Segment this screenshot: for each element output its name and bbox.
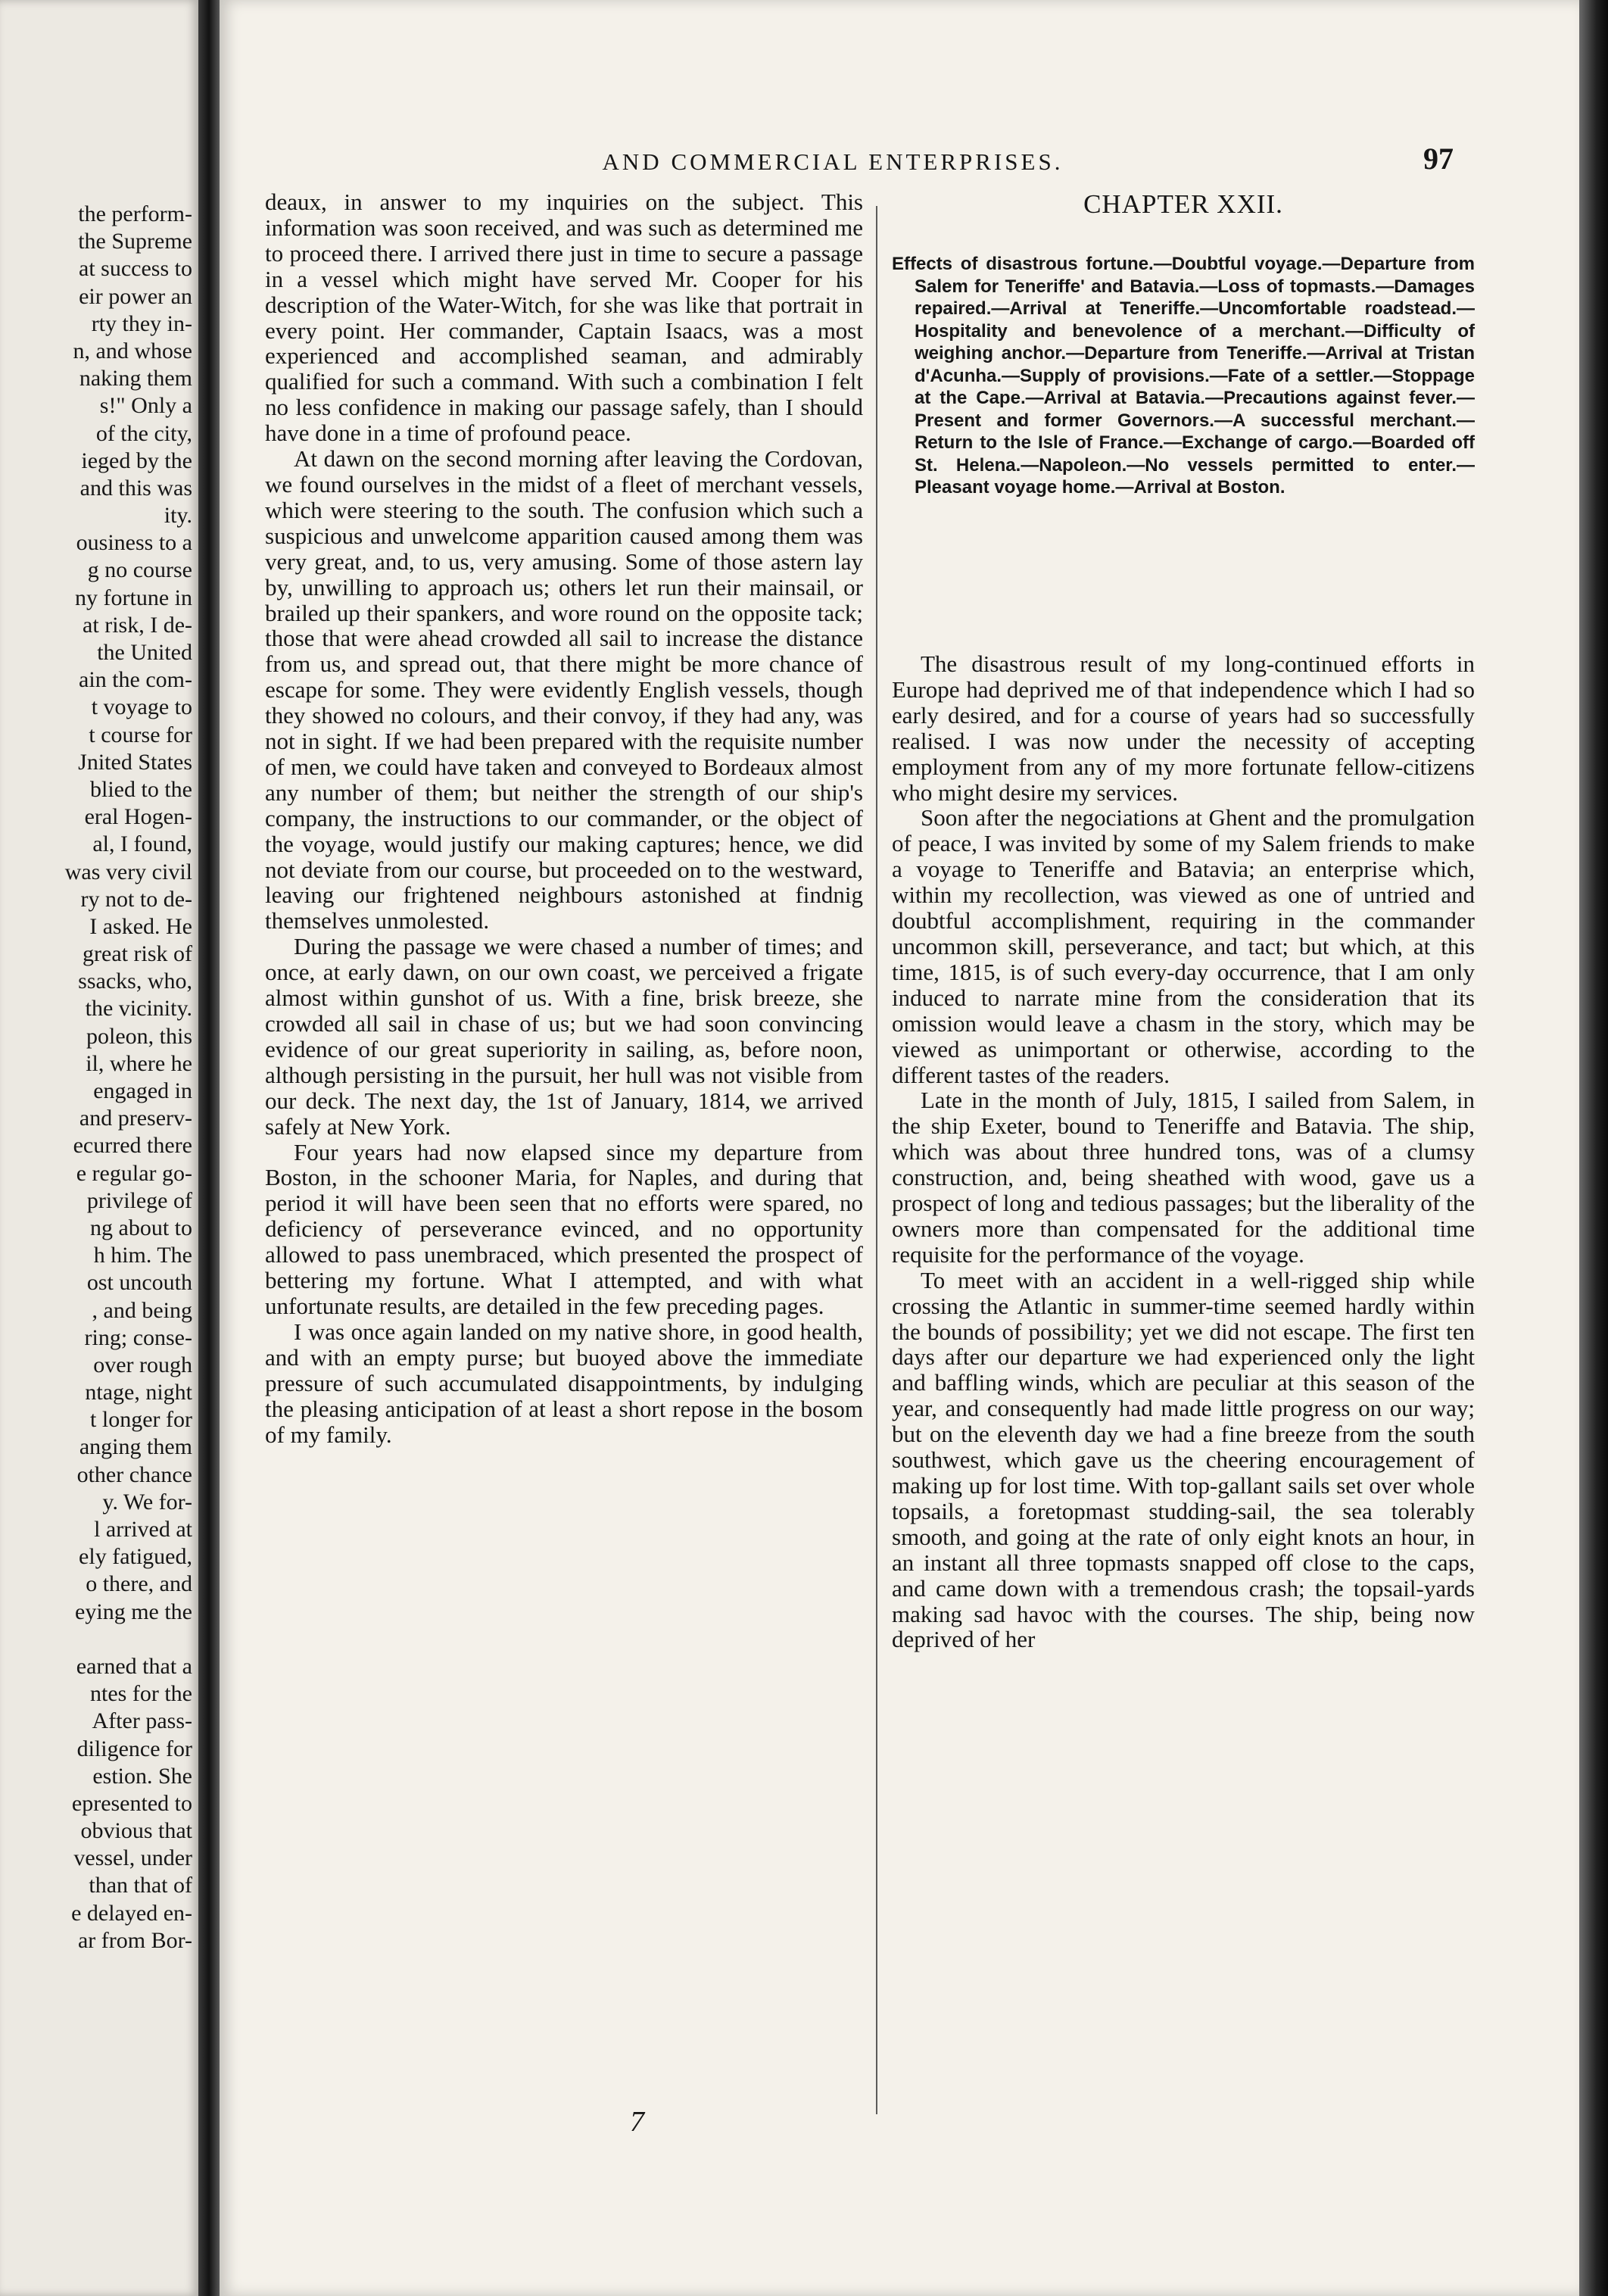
previous-page-line: ry not to de- — [80, 886, 192, 912]
previous-page-line: and preserv- — [79, 1106, 192, 1131]
previous-page-line: obvious that — [80, 1818, 192, 1844]
previous-page-line: ecurred there — [73, 1133, 192, 1159]
previous-page-line: anging them — [79, 1434, 192, 1460]
previous-page-line: at success to — [79, 256, 192, 282]
previous-page-line: s!" Only a — [99, 393, 192, 419]
previous-page-line: ity. — [164, 503, 192, 529]
previous-page-line: al, I found, — [92, 831, 192, 857]
previous-page-line: ost uncouth — [86, 1270, 192, 1296]
book-gutter — [198, 0, 220, 2296]
previous-page-line: at risk, I de- — [83, 612, 192, 638]
previous-page-fragment — [0, 0, 198, 2296]
paragraph: deaux, in answer to my inquiries on the subject. This information was soon received, and was such as determined me to proceed there. I arrived there just in time to secure a passage in a vessel which might have served Mr. Cooper for his description of the Water-Witch, for she was like that portrait in every point. Her commander, Captain Isaacs, was a most experienced and accomplished seaman, and admirably qualified for such a command. With such a combination I felt no less confidence in making our passage safely, than I should have done in a time of profound peace. — [265, 189, 863, 447]
previous-page-line — [3, 1626, 192, 1653]
previous-page-line: h him. The — [93, 1243, 192, 1268]
previous-page-line: , and being — [92, 1297, 192, 1323]
paragraph: At dawn on the second morning after leaving the Cordovan, we found ourselves in the midst of a fleet of merchant vessels, which were steering to the south. The confusion which such a suspicious and unwelcome apparition caused among them was very great, and, to us, very amusing. Some of those astern lay by, unwilling to approach us; others let run their mainsail, or brailed up their spankers, and wore round on the opposite tack; those that were ahead crowded all sail to increase the distance from us, and spread out, that there might be more chance of escape for some. They were evidently English vessels, though they showed no colours, and their convoy, if they had any, was not in sight. If we had been prepared with the requisite number of men, we could have taken and conveyed to Bordeaux almost any number of them; but neither the strength of our ship's company, the instructions to our commander, or the object of the voyage, would justify our making captures; hence, we did not deviate from our course, but proceeded on to the westward, leaving our frightened neighbours astonished at findnig themselves unmolested. — [265, 445, 863, 934]
previous-page-line: the perform- — [78, 201, 192, 226]
right-column — [892, 651, 1475, 1652]
previous-page-line: was very civil — [64, 859, 192, 884]
previous-page-line: ng about to — [90, 1215, 192, 1240]
paragraph: I was once again landed on my native shore, in good health, and with an empty purse; but buoyed above the immediate pressure of such accumulated disappointments, by indulging the pleasing anticipation of at least a short repose in the bosom of my family. — [265, 1318, 863, 1448]
previous-page-line: diligence for — [76, 1736, 192, 1761]
paragraph: The disastrous result of my long-continued efforts in Europe had deprived me of that independence which I had so early desired, and for a course of years had so successfully realised. I was now under the necessity of accepting employment from any of my more fortunate fellow-citizens who might desire my services. — [892, 650, 1475, 806]
previous-page-line: epresented to — [71, 1790, 192, 1816]
previous-page-line: n, and whose — [73, 338, 192, 363]
signature-mark: 7 — [630, 2106, 644, 2138]
previous-page-line: ar from Bor- — [77, 1927, 192, 1953]
previous-page-line: and this was — [79, 475, 192, 501]
previous-page-line: vessel, under — [73, 1845, 192, 1871]
previous-page-line: ousiness to a — [76, 530, 192, 556]
previous-page-line: blied to the — [90, 776, 192, 802]
previous-page-line: e regular go- — [76, 1160, 192, 1186]
previous-page-line: over rough — [93, 1352, 192, 1377]
previous-page-line: the United — [97, 640, 192, 665]
previous-page-line: great risk of — [83, 941, 192, 967]
previous-page-line: eying me the — [75, 1599, 192, 1624]
previous-page-line: ntage, night — [85, 1380, 192, 1405]
previous-page-line: the vicinity. — [85, 996, 192, 1022]
previous-page-line: eir power an — [79, 283, 192, 309]
previous-page-line: t course for — [89, 722, 192, 747]
previous-page-line: of the city, — [95, 420, 192, 446]
paragraph: Four years had now elapsed since my departure from Boston, in the schooner Maria, for Naples, and during that period it will have been seen that no efforts were spared, no deficiency of perseverance evinced, and no opportunity allowed to pass unembraced, which presented the prospect of bettering my fortune. What I attempted, and with what unfortunate results, are detailed in the few preceding pages. — [265, 1138, 863, 1319]
paragraph: Late in the month of July, 1815, I sailed from Salem, in the ship Exeter, bound to Teneriffe and Batavia. The ship, which was about three hundred tons, was of a clumsy construction, and, being sheathed with wood, gave us a prospect of long and tedious passages; but the liberality of the owners more than compensated for the additional time requisite for the performance of the voyage. — [892, 1087, 1475, 1268]
previous-page-line: t longer for — [90, 1407, 192, 1433]
running-head: AND COMMERCIAL ENTERPRISES. — [602, 148, 1064, 175]
previous-page-line: eral Hogen- — [84, 804, 192, 830]
previous-page-line: rty they in- — [91, 310, 192, 336]
chapter-title: CHAPTER XXII. — [1083, 189, 1283, 219]
previous-page-line: privilege of — [86, 1187, 192, 1213]
paragraph: Soon after the negociations at Ghent and the promulgation of peace, I was invited by some of my Salem friends to make a voyage to Teneriffe and Batavia; an enterprise which, within my recollection, was viewed as one of untried and doubtful accomplishment, requiring in the commander uncommon skill, perseverance, and tact; but which, at this time, 1815, is of such every-day occurrence, that I am only induced to narrate mine from the consideration that its omission would leave a chasm in the story, which may be viewed as unimportant or otherwise, according to the different tastes of the readers. — [892, 804, 1475, 1088]
previous-page-line: After pass- — [92, 1708, 192, 1734]
previous-page-line: other chance — [76, 1462, 192, 1487]
previous-page-lines — [3, 201, 192, 1954]
previous-page-line: ieged by the — [81, 448, 192, 473]
previous-page-line: Jnited States — [78, 749, 192, 775]
previous-page-line: earned that a — [76, 1653, 192, 1679]
previous-page-line: engaged in — [93, 1078, 192, 1103]
previous-page-line: e delayed en- — [71, 1900, 192, 1926]
previous-page-line: ain the com- — [79, 667, 192, 693]
previous-page-line: ny fortune in — [75, 585, 192, 610]
page-edge — [1579, 0, 1608, 2296]
previous-page-line: estion. She — [92, 1763, 192, 1789]
previous-page-line: naking them — [79, 366, 192, 392]
previous-page-line: I asked. He — [89, 913, 192, 939]
previous-page-line: ring; conse- — [84, 1324, 192, 1350]
previous-page-line: t voyage to — [91, 694, 192, 720]
previous-page-line: il, where he — [86, 1050, 192, 1076]
previous-page-line: g no course — [87, 557, 192, 583]
paragraph: During the passage we were chased a number of times; and once, at early dawn, on our own coast, we perceived a frigate almost within gunshot of us. With a fine, brisk breeze, she crowded all sail in chase of us; but we had soon convincing evidence of our great superiority in sailing, as, before noon, although persisting in the pursuit, her hull was not visible from our deck. The next day, the 1st of January, 1814, we arrived safely at New York. — [265, 933, 863, 1140]
chapter-summary-text: Effects of disastrous fortune.—Doubtful voyage.—Departure from Salem for Teneriffe' and Batavia.—Loss of topmasts.—Damages repaired.—Arrival at Teneriffe.—Uncomfortable roadstead.—Hospitality and benevolence of a merchant.—Difficulty of weighing anchor.—Departure from Teneriffe.—Arrival at Tristan d'Acunha.—Supply of provisions.—Fate of a settler.—Stoppage at the Cape.—Arrival at Batavia.—Precautions against fever.—Present and former Governors.—A successful merchant.—Return to the Isle of France.—Exchange of cargo.—Boarded off St. Helena.—Napoleon.—No vessels permitted to enter.—Pleasant voyage home.—Arrival at Boston. — [892, 254, 1475, 498]
chapter-summary — [892, 253, 1475, 499]
previous-page-line: ssacks, who, — [78, 969, 192, 994]
page-number: 97 — [1423, 142, 1454, 176]
previous-page-line: than that of — [89, 1873, 192, 1898]
previous-page-line: ely fatigued, — [79, 1544, 192, 1570]
previous-page-line: the Supreme — [78, 229, 192, 254]
previous-page-line: o there, and — [86, 1571, 192, 1597]
previous-page-line: ntes for the — [90, 1681, 192, 1707]
previous-page-line: l arrived at — [94, 1517, 192, 1542]
paragraph: To meet with an accident in a well-rigged ship while crossing the Atlantic in summer-time seemed hardly within the bounds of possibility; yet we did not escape. The first ten days after our departure we had experienced only the light and baffling winds, which are peculiar at this season of the year, and consequently had made little progress on our way; but on the eleventh day we had a fine breeze from the south southwest, which gave us the cheering encouragement of making up for lost time. With top-gallant sails set over whole topsails, a foretopmast studding-sail, the sea tolerably smooth, and going at the rate of only eight knots an hour, in an instant all three topmasts snapped off close to the caps, and came down with a tremendous crash; the topsail-yards making sad havoc with the courses. The ship, being now deprived of her — [892, 1266, 1475, 1653]
previous-page-line: y. We for- — [102, 1489, 192, 1515]
left-column — [265, 189, 863, 1447]
previous-page-line: poleon, this — [86, 1023, 192, 1049]
column-rule — [876, 206, 877, 2114]
